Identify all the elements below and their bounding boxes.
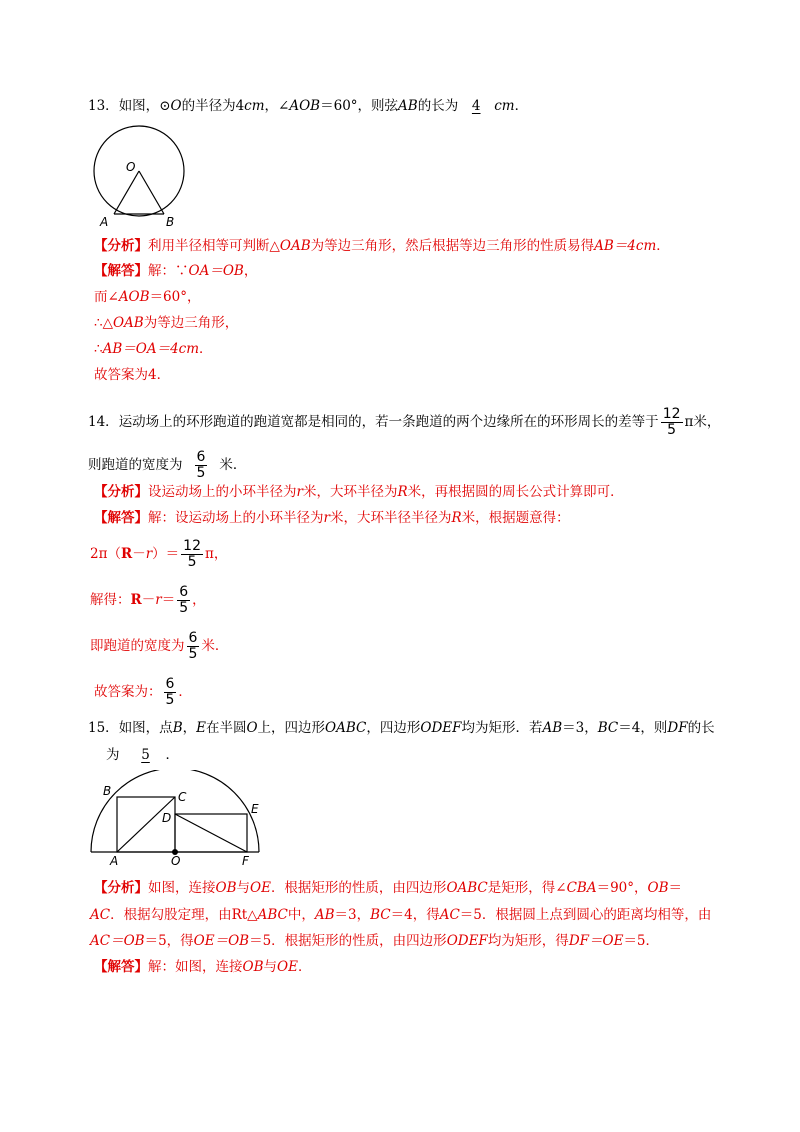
q15-solution-1: 【解答】解：如图，连接OB与OE． bbox=[94, 959, 312, 975]
q13-solution-1: 【解答】解：∵OA＝OB， bbox=[94, 263, 258, 279]
q15-analysis-2: AC．根据勾股定理，由Rt△ABC中，AB＝3，BC＝4，得AC＝5．根据圆上点到圆心的距离均相等，由 bbox=[90, 907, 712, 923]
q15-answer-blank: 5 bbox=[141, 747, 150, 763]
q13-answer-blank: 4 bbox=[471, 98, 481, 114]
q15-figure bbox=[84, 770, 274, 866]
q13-stem: 13．如图，⊙O的半径为4cm，∠AOB＝60°，则弦AB的长为 4 cm． bbox=[88, 98, 529, 114]
q15-label-C: C bbox=[178, 790, 187, 804]
q13-final: 故答案为4． bbox=[94, 367, 171, 383]
q14-equation-2: 解得： R － r ＝ $\frac{6}{5}$ ， bbox=[90, 583, 206, 616]
q15-analysis-1: 【分析】如图，连接OB与OE．根据矩形的性质，由四边形OABC是矩形，得∠CBA＝90°，OB＝ bbox=[94, 880, 683, 896]
q13-label-B: B bbox=[166, 215, 175, 229]
q14-analysis: 【分析】设运动场上的小环半径为r米，大环半径为R米，再根据圆的周长公式计算即可． bbox=[94, 484, 624, 500]
q14-final: 故答案为： $\frac{6}{5}$ ． bbox=[94, 675, 192, 708]
q13-figure bbox=[86, 124, 196, 230]
q13-analysis: 【分析】利用半径相等可判断△OAB为等边三角形，然后根据等边三角形的性质易得AB＝4cm． bbox=[94, 238, 670, 254]
q15-label-F: F bbox=[242, 854, 249, 866]
q14-equation-1: 2π（ R － r ）＝ $\frac{12}{5}$ π， bbox=[90, 537, 228, 570]
q15-label-E: E bbox=[251, 802, 259, 816]
q14-equation-3: 即跑道的宽度为 $\frac{6}{5}$ 米． bbox=[90, 629, 229, 662]
q14-answer-blank: $\frac{6}{5}$ bbox=[196, 448, 206, 481]
q15-analysis-3: AC＝OB＝5，得OE＝OB＝5．根据矩形的性质，由四边形ODEF均为矩形，得DF＝OE＝5． bbox=[90, 933, 660, 949]
q14-fraction: $\frac{12}{5}$ bbox=[662, 405, 681, 438]
q14-stem-2: 则跑道的宽度为 $\frac{6}{5}$ 米． bbox=[88, 448, 247, 481]
q14-solution-1: 【解答】解：设运动场上的小环半径为r米，大环半径半径为R米，根据题意得： bbox=[94, 510, 570, 526]
q15-label-B: B bbox=[103, 784, 112, 798]
q13-solution-4: ∴AB＝OA＝4cm． bbox=[94, 341, 213, 357]
q13-label-O: O bbox=[126, 160, 136, 174]
q15-label-D: D bbox=[162, 811, 172, 825]
q15-stem-2: 为 5 ． bbox=[106, 747, 179, 763]
q15-stem: 15．如图，点B，E在半圆O上，四边形OABC，四边形ODEF均为矩形．若AB＝3，BC＝4，则DF的长 bbox=[88, 720, 715, 736]
q13-solution-2: 而∠AOB＝60°， bbox=[94, 289, 201, 305]
q15-label-A: A bbox=[110, 854, 119, 866]
q14-stem: 14． 运动场上的环形跑道的跑道宽都是相同的，若一条跑道的两个边缘所在的环形周长的差等于 $\frac{12}{5}$ π米， bbox=[88, 405, 721, 438]
q15-label-O: O bbox=[171, 854, 181, 866]
q13-label-A: A bbox=[100, 215, 109, 229]
q13-solution-3: ∴△OAB为等边三角形， bbox=[94, 315, 239, 331]
